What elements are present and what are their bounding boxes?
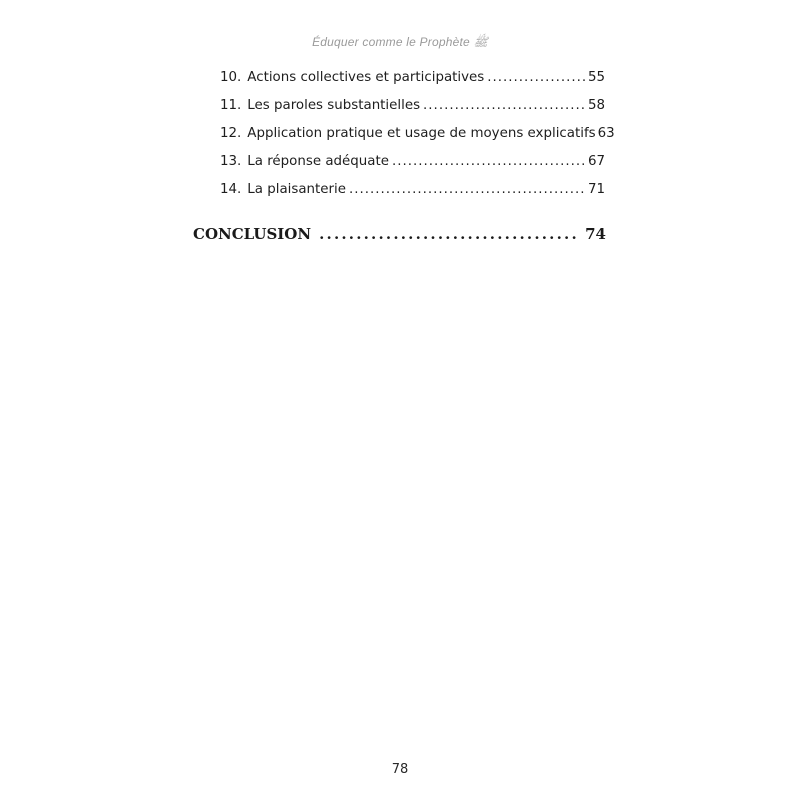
- dot-leader: [319, 225, 579, 243]
- toc-entry-title: Application pratique et usage de moyens explicatifs: [247, 126, 596, 141]
- dot-leader: [423, 98, 586, 113]
- dot-leader: [487, 70, 586, 85]
- dot-leader: [349, 182, 586, 197]
- toc-entry-number: 12.: [220, 126, 242, 141]
- toc-entry-number: 14.: [220, 182, 242, 197]
- toc-entry: [220, 154, 605, 182]
- toc-entry-number: 10.: [220, 70, 242, 85]
- toc-entry-title: La plaisanterie: [247, 182, 346, 197]
- toc-entry-number: 11.: [220, 98, 242, 113]
- toc-entry-page: 58: [587, 98, 605, 113]
- table-of-contents: [220, 70, 615, 210]
- conclusion-title: CONCLUSION: [193, 225, 312, 243]
- running-header: Éduquer comme le Prophète ﷺ: [312, 35, 488, 49]
- toc-entry-page: 71: [587, 182, 605, 197]
- toc-entry: [220, 70, 605, 98]
- toc-entry-title: Les paroles substantielles: [247, 98, 421, 113]
- toc-entry-title: Actions collectives et participatives: [247, 70, 485, 85]
- toc-entry-page: 55: [587, 70, 605, 85]
- dot-leader: [392, 154, 586, 169]
- toc-entry: [220, 98, 605, 126]
- page-number: 78: [391, 762, 409, 777]
- toc-entry: [220, 126, 615, 154]
- toc-entry: [220, 182, 605, 210]
- toc-entry-page: 63: [597, 126, 615, 141]
- toc-conclusion-entry: [193, 225, 606, 243]
- toc-entry-number: 13.: [220, 154, 242, 169]
- toc-entry-title: La réponse adéquate: [247, 154, 389, 169]
- toc-entry-page: 67: [587, 154, 605, 169]
- conclusion-page: 74: [585, 225, 606, 243]
